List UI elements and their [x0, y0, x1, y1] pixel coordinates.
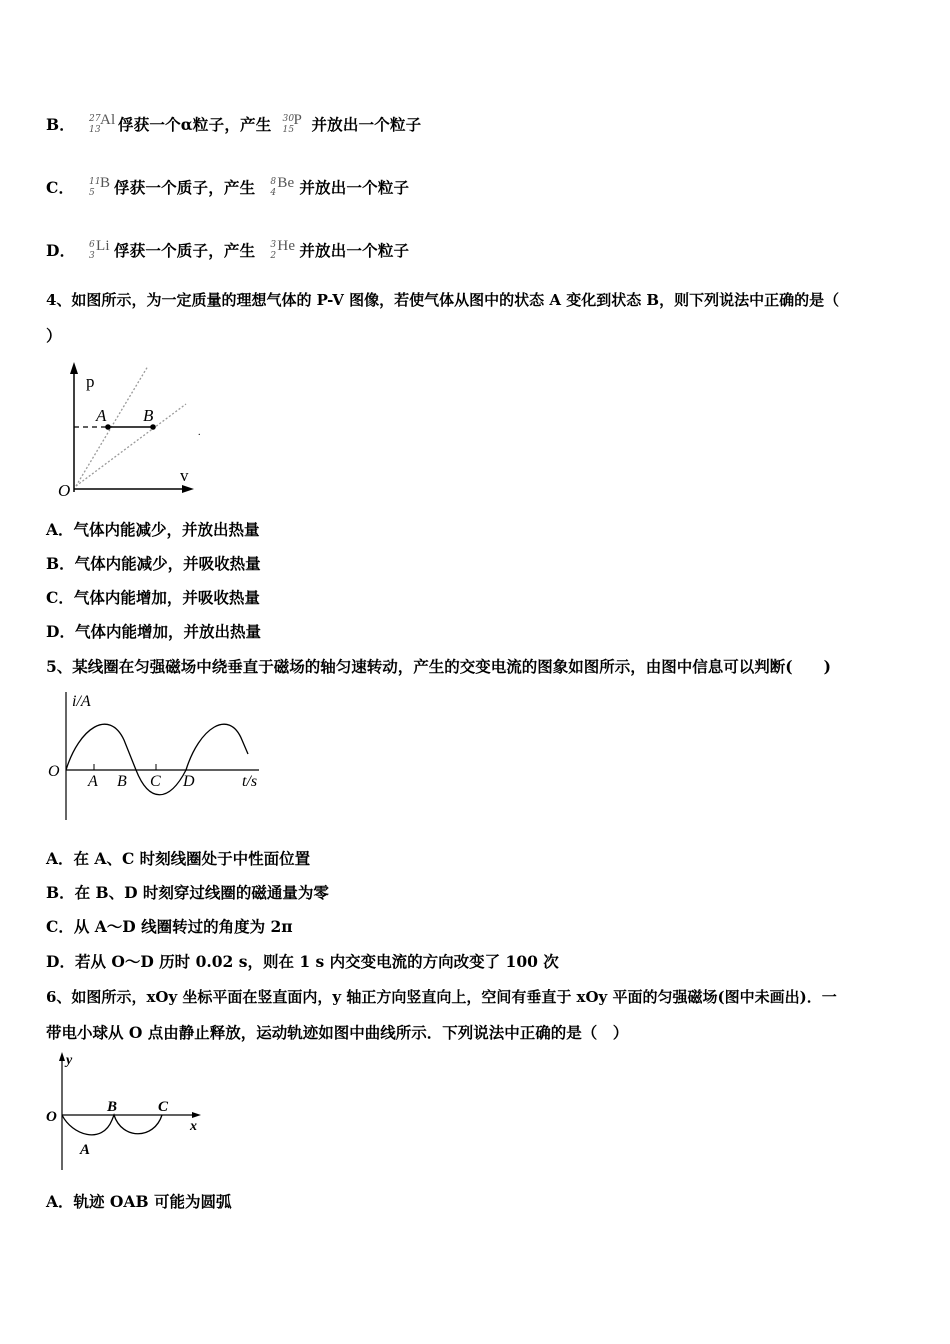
q6-trajectory-diagram	[44, 1050, 214, 1175]
q5-current-graph	[44, 688, 274, 828]
q4-stem-line1: 4、如图所示，为一定质量的理想气体的 P-V 图像，若使气体从图中的状态 A 变化到状态 B，则下列说法中正确的是（	[46, 291, 840, 309]
q4-option-c: C．气体内能增加，并吸收热量	[46, 588, 260, 607]
option-text: 俘获一个质子，产生	[114, 241, 256, 260]
q6-stem-line1: 6、如图所示，xOy 坐标平面在竖直面内，y 轴正方向竖直向上，空间有垂直于 xOy 平面的匀强磁场(图中未画出)．一	[46, 988, 837, 1006]
q5-option-a: A．在 A、C 时刻线圈处于中性面位置	[46, 849, 311, 868]
option-text: 并放出一个粒子	[311, 115, 422, 134]
i-label: i/A	[72, 693, 91, 710]
option-label: B．	[46, 115, 76, 134]
t-label: t/s	[242, 773, 258, 790]
nuclide-he: 3 2 He	[270, 238, 296, 261]
q4-option-d: D．气体内能增加，并放出热量	[46, 622, 261, 641]
q4-option-a: A．气体内能减少，并放出热量	[46, 520, 260, 539]
nuclide-b: 11 5 B	[89, 175, 111, 198]
c-label: C	[158, 1099, 169, 1115]
p-label: p	[86, 372, 95, 391]
a-label: A	[80, 1142, 91, 1158]
nuclide-be: 8 4 Be	[270, 175, 295, 198]
option-text: 俘获一个质子，产生	[114, 178, 256, 197]
q5-option-b: B．在 B、D 时刻穿过线圈的磁通量为零	[46, 883, 329, 902]
q5-stem: 5、某线圈在匀强磁场中绕垂直于磁场的轴匀速转动，产生的交变电流的图象如图所示，由图中信息可以判断( )	[46, 657, 831, 676]
a-label: A	[96, 406, 107, 425]
isochore-gentle	[76, 404, 186, 486]
option-label: C．	[46, 178, 75, 197]
x-axis-arrow	[192, 1112, 201, 1118]
q5-option-c: C．从 A～D 线圈转过的角度为 2π	[46, 917, 293, 936]
p-axis-arrow	[70, 362, 78, 374]
origin-label: O	[46, 1109, 57, 1125]
q3-option-c	[46, 175, 410, 198]
q3-option-b	[46, 112, 422, 135]
nuclide-li: 6 3 Li	[89, 238, 110, 261]
q4-pv-diagram	[52, 356, 212, 506]
nuclide-al: 27 13 Al	[89, 112, 116, 135]
tick-d-label: D	[183, 773, 195, 790]
point-a	[105, 424, 111, 430]
origin-label: O	[48, 763, 60, 780]
v-label: v	[180, 466, 189, 485]
point-b	[150, 424, 156, 430]
tick-c-label: C	[150, 773, 161, 790]
y-label: y	[66, 1053, 73, 1068]
b-label: B	[107, 1099, 118, 1115]
tick-a-label: A	[88, 773, 98, 790]
y-axis-arrow	[59, 1052, 65, 1061]
q4-option-b: B．气体内能减少，并吸收热量	[46, 554, 261, 573]
x-label: x	[190, 1119, 197, 1134]
option-label: D．	[46, 241, 76, 260]
option-text: 俘获一个α粒子，产生	[118, 115, 272, 134]
q4-stem-line2: ）	[46, 326, 62, 345]
q3-option-d	[46, 238, 410, 261]
b-label: B	[143, 406, 154, 425]
q6-option-a: A．轨迹 OAB 可能为圆弧	[46, 1192, 232, 1211]
option-text: 并放出一个粒子	[299, 178, 410, 197]
q6-stem-line2: 带电小球从 O 点由静止释放，运动轨迹如图中曲线所示．下列说法中正确的是（ ）	[46, 1023, 629, 1042]
stray-dot: .	[198, 427, 201, 438]
trajectory	[62, 1115, 162, 1135]
nuclide-p: 30 15 P	[282, 112, 302, 135]
option-text: 并放出一个粒子	[299, 241, 410, 260]
tick-b-label: B	[117, 773, 127, 790]
origin-label: O	[58, 481, 71, 500]
v-axis-arrow	[182, 485, 194, 493]
q5-option-d: D．若从 O～D 历时 0.02 s，则在 1 s 内交变电流的方向改变了 100 次	[46, 952, 559, 971]
